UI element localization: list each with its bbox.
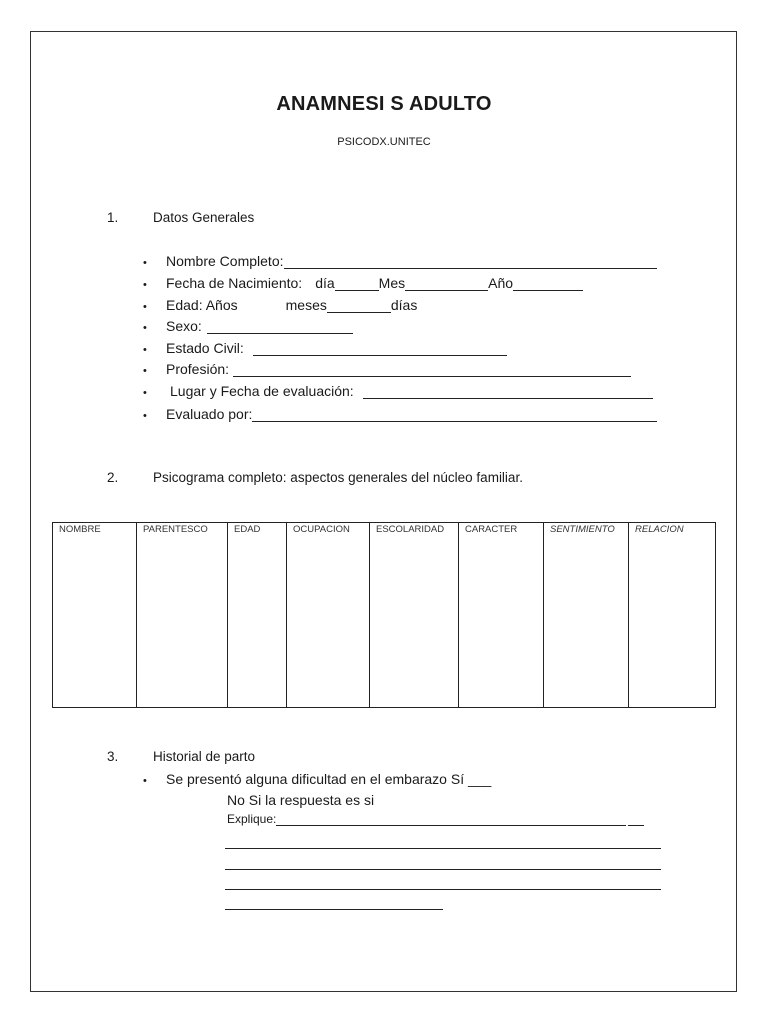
- bullet-icon: •: [143, 344, 147, 356]
- bullet-icon: •: [143, 775, 147, 787]
- col-sentimiento[interactable]: SENTIMIENTO: [544, 523, 629, 708]
- list-item-evaluado: [143, 406, 657, 422]
- mes-label: Mes: [378, 275, 406, 291]
- answer-line-2[interactable]: [225, 869, 661, 870]
- family-table: [52, 522, 716, 708]
- explique-field[interactable]: [276, 812, 626, 826]
- anio-field[interactable]: [513, 277, 583, 291]
- explique-row: [227, 812, 644, 826]
- nombre-field[interactable]: [284, 255, 657, 269]
- lugar-label: Lugar y Fecha de evaluación:: [170, 383, 354, 399]
- bullet-icon: •: [143, 257, 147, 269]
- explique-field-end[interactable]: [628, 812, 644, 826]
- col-ocupacion[interactable]: OCUPACION: [287, 523, 370, 708]
- list-item-edad: [143, 297, 417, 313]
- sexo-field[interactable]: [207, 320, 353, 334]
- fecha-label: Fecha de Nacimiento:: [166, 275, 303, 291]
- estado-civil-label: Estado Civil:: [166, 340, 244, 356]
- dias-label: días: [390, 297, 418, 313]
- section-1-number: 1.: [107, 210, 119, 225]
- pregnancy-answer-text: No Si la respuesta es si: [227, 792, 375, 808]
- meses-label: meses: [285, 297, 327, 313]
- section-1-title: Datos Generales: [153, 210, 255, 225]
- section-2-number: 2.: [107, 470, 119, 485]
- section-3-number: 3.: [107, 749, 119, 764]
- list-item-lugar: [143, 383, 653, 399]
- bullet-icon: •: [143, 279, 147, 291]
- bullet-icon: •: [143, 387, 147, 399]
- list-item-nombre: [143, 253, 657, 269]
- profesion-field[interactable]: [233, 363, 631, 377]
- estado-civil-field[interactable]: [253, 342, 507, 356]
- document-title: ANAMNESI S ADULTO: [276, 93, 492, 115]
- list-item-sexo: [143, 318, 353, 334]
- bullet-icon: •: [143, 410, 147, 422]
- col-parentesco[interactable]: PARENTESCO: [137, 523, 228, 708]
- lugar-field[interactable]: [363, 385, 653, 399]
- meses-field[interactable]: [327, 299, 391, 313]
- anio-label: Año: [488, 275, 514, 291]
- bullet-icon: •: [143, 365, 147, 377]
- answer-line-3[interactable]: [225, 889, 661, 890]
- explique-label: Explique:: [227, 812, 277, 826]
- evaluado-field[interactable]: [252, 408, 657, 422]
- mes-field[interactable]: [405, 277, 488, 291]
- col-nombre[interactable]: NOMBRE: [53, 523, 137, 708]
- bullet-icon: •: [143, 301, 147, 313]
- pregnancy-question: [143, 771, 491, 787]
- evaluado-label: Evaluado por:: [166, 406, 253, 422]
- table-row: [53, 523, 716, 708]
- pregnancy-question-text: Se presentó alguna dificultad en el embarazo Sí ___: [166, 771, 492, 787]
- nombre-label: Nombre Completo:: [166, 253, 284, 269]
- bullet-icon: •: [143, 322, 147, 334]
- edad-label: Edad: Años: [166, 297, 238, 313]
- list-item-fecha: [143, 275, 583, 291]
- col-edad[interactable]: EDAD: [228, 523, 287, 708]
- section-3-title: Historial de parto: [153, 749, 256, 764]
- answer-line-4[interactable]: [225, 909, 443, 910]
- col-escolaridad[interactable]: ESCOLARIDAD: [370, 523, 459, 708]
- section-2-title: Psicograma completo: aspectos generales del núcleo familiar.: [153, 470, 523, 485]
- col-caracter[interactable]: CARACTER: [459, 523, 544, 708]
- sexo-label: Sexo:: [166, 318, 202, 334]
- document-subtitle: PSICODX.UNITEC: [337, 136, 431, 148]
- profesion-label: Profesión:: [166, 361, 230, 377]
- list-item-estado-civil: [143, 340, 507, 356]
- answer-line-1[interactable]: [225, 848, 661, 849]
- col-relacion[interactable]: RELACION: [629, 523, 716, 708]
- dia-label: día: [315, 275, 335, 291]
- list-item-profesion: [143, 361, 631, 377]
- dia-field[interactable]: [335, 277, 379, 291]
